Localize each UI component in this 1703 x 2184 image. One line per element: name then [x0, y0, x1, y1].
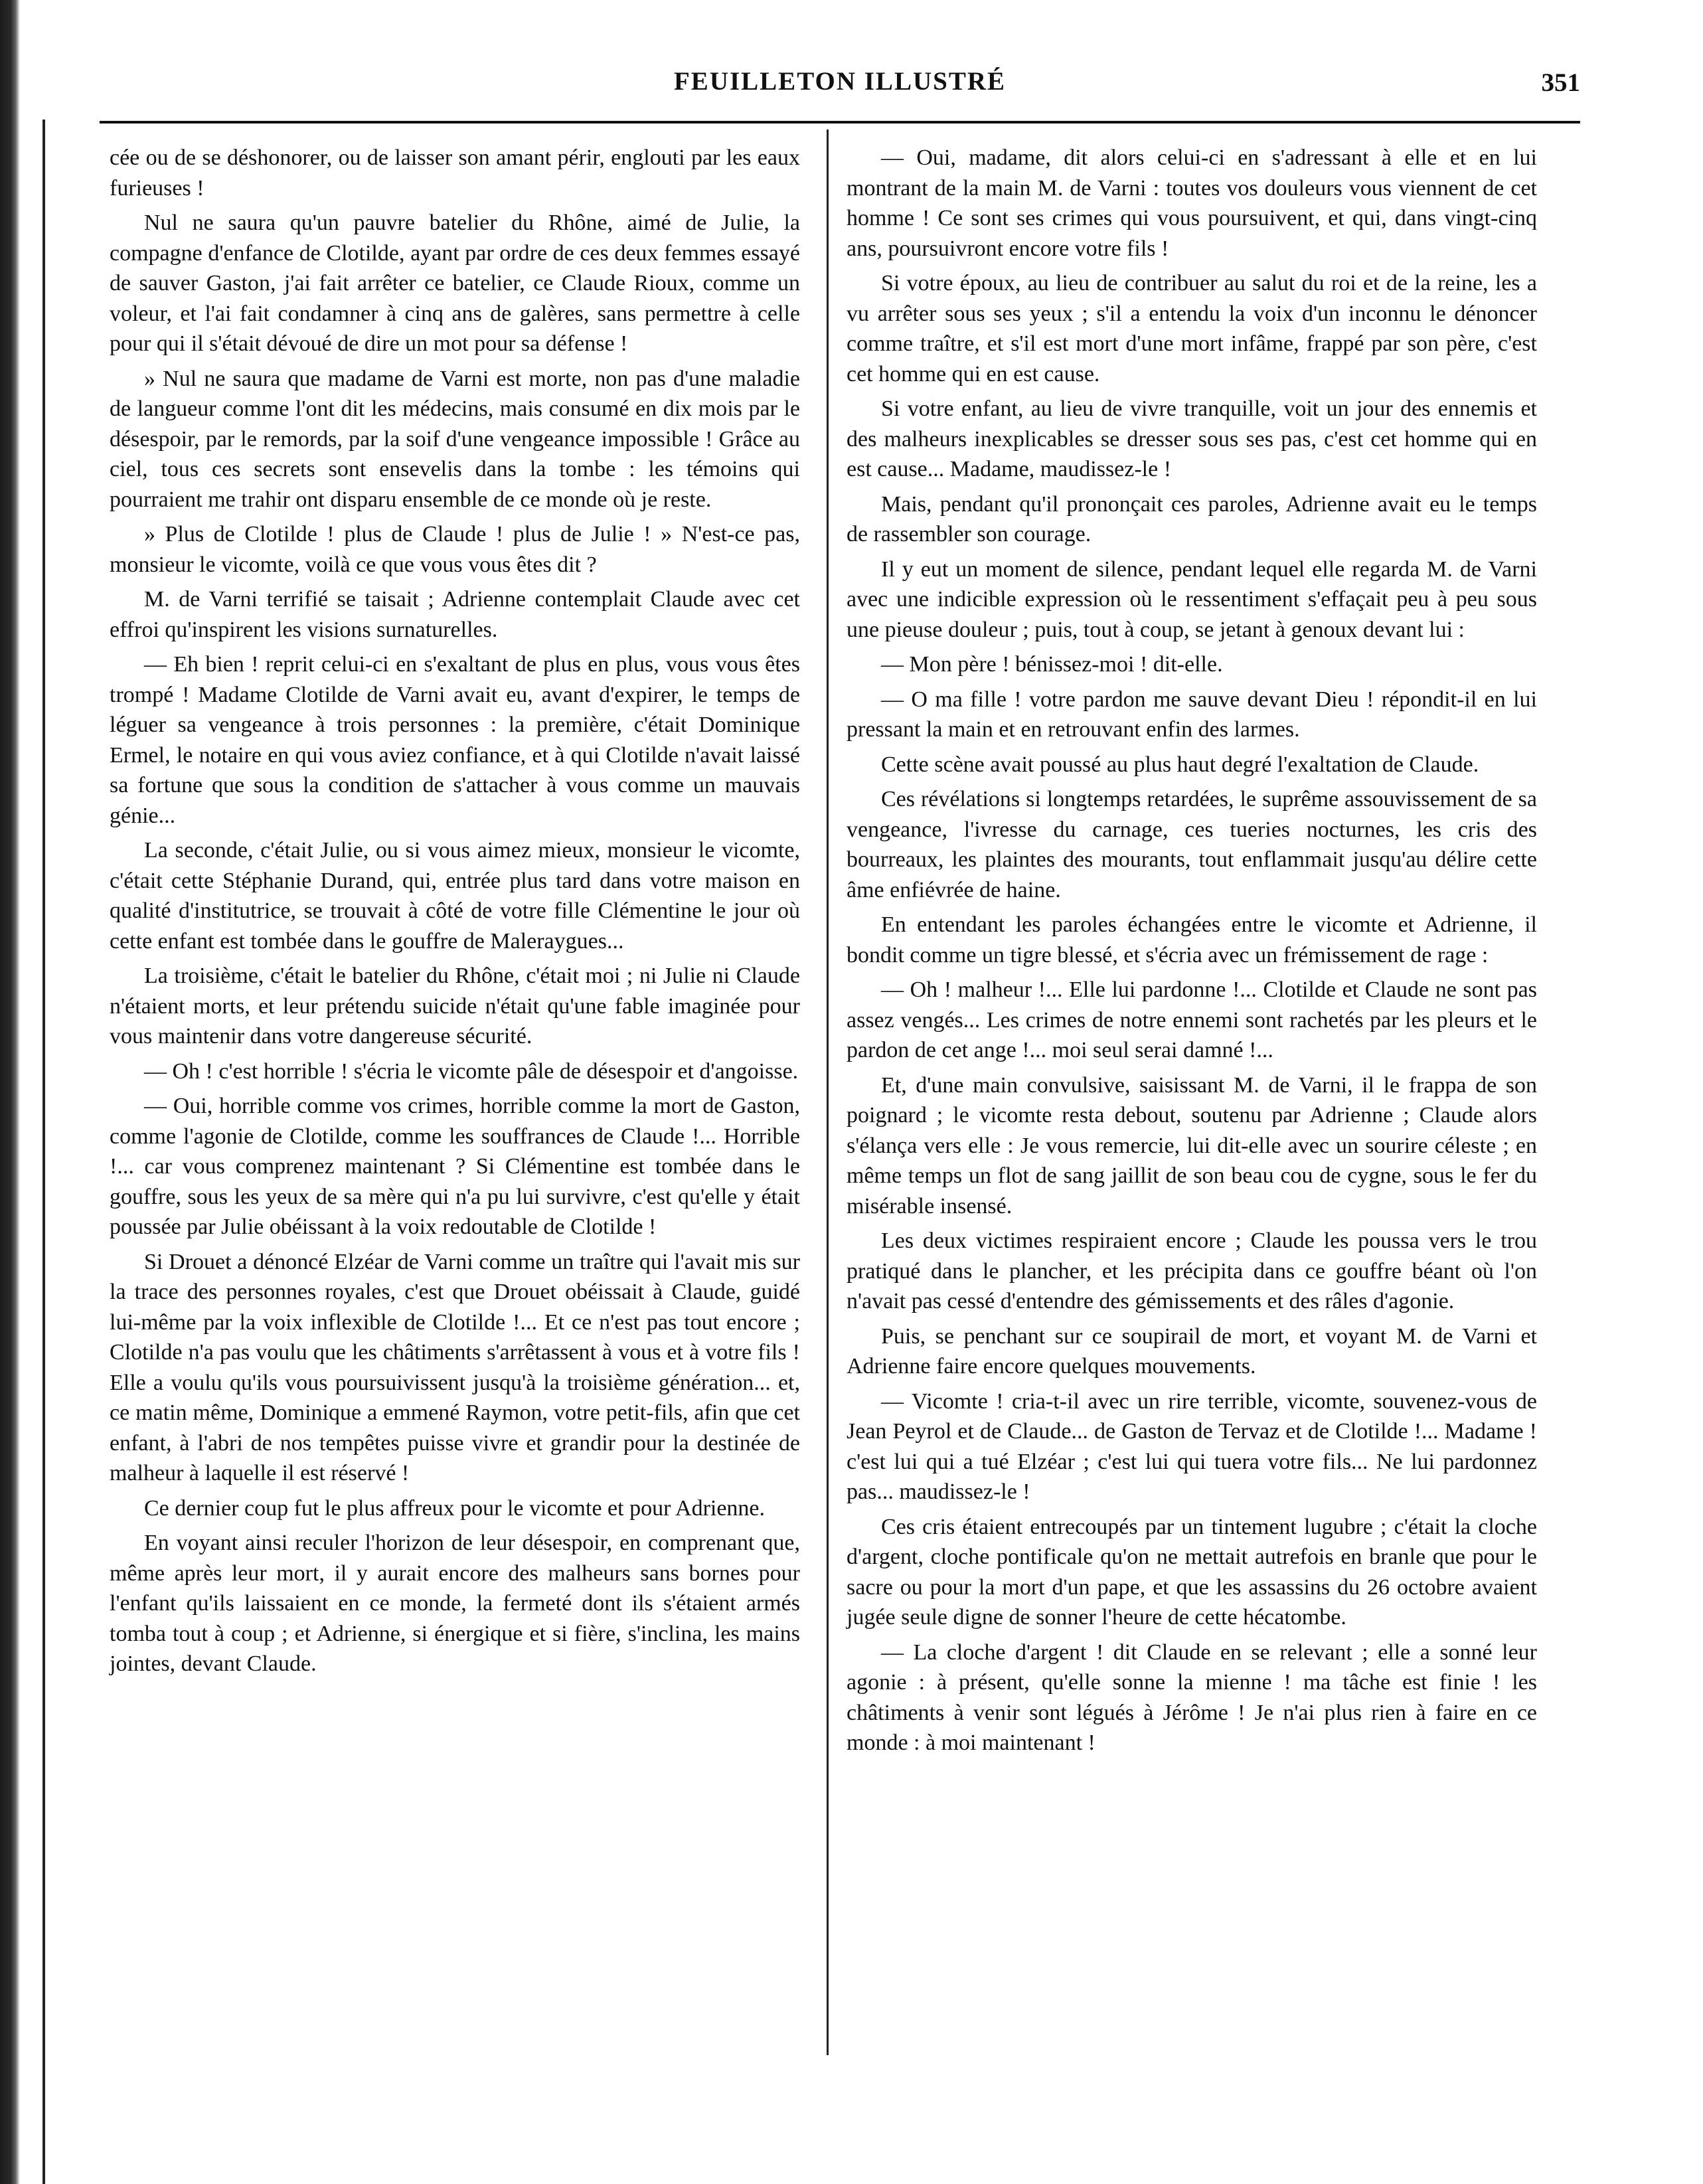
paragraph: Si votre enfant, au lieu de vivre tranquille, voit un jour des ennemis et des malheurs inexplicables se dresser sous ses pas, c'est cet homme qui en est cause... Madame, maudissez-le ! [847, 396, 1537, 481]
paragraph: Puis, se penchant sur ce soupirail de mort, et voyant M. de Varni et Adrienne faire encore quelques mouvements. [847, 1323, 1537, 1379]
page-header [100, 66, 1580, 113]
paragraph: Et, d'une main convulsive, saisissant M. de Varni, il le frappa de son poignard ; le vicomte resta debout, soutenu par Adrienne ; Claude alors s'élança vers elle : Je vous remercie, lui dit-elle avec un sourire céleste ; en même temps un flot de sang jaillit de son beau cou de cygne, sous le fer du misérable insensé. [847, 1072, 1537, 1218]
running-title: FEUILLETON ILLUSTRÉ [673, 67, 1007, 96]
paragraph: — Oh ! c'est horrible ! s'écria le vicomte pâle de désespoir et d'angoisse. [144, 1058, 799, 1084]
left-column [110, 143, 800, 1684]
paragraph: En voyant ainsi reculer l'horizon de leur désespoir, en comprenant que, même après leur mort, il y aurait encore des malheurs sans bornes pour l'enfant qu'ils laissaient en ce monde, la fermeté dont ils s'étaient armés tomba tout à coup ; et Adrienne, si énergique et si fière, s'inclina, les mains jointes, devant Claude. [110, 1531, 800, 1676]
paragraph: Mais, pendant qu'il prononçait ces paroles, Adrienne avait eu le temps de rassembler son courage. [847, 491, 1537, 546]
paragraph: Il y eut un moment de silence, pendant lequel elle regarda M. de Varni avec une indicible expression où le ressentiment s'effaçait peu à peu sous une pieuse douleur ; puis, tout à coup, se jetant à genoux devant lui : [847, 556, 1537, 642]
column-divider [827, 129, 829, 2055]
paragraph: — La cloche d'argent ! dit Claude en se relevant ; elle a sonné leur agonie : à présent, qu'elle sonne la mienne ! ma tâche est finie ! les châtiments à venir sont légués à Jérôme ! Je n'ai plus rien à faire en ce monde : à moi maintenant ! [847, 1639, 1537, 1755]
paragraph: La troisième, c'était le batelier du Rhône, c'était moi ; ni Julie ni Claude n'étaient morts, et leur prétendu suicide n'était qu'une fable imaginée pour vous maintenir dans votre dangereuse sécurité. [110, 964, 800, 1049]
paragraph: Ce dernier coup fut le plus affreux pour le vicomte et pour Adrienne. [144, 1495, 766, 1521]
paragraph: — Oui, horrible comme vos crimes, horrible comme la mort de Gaston, comme l'agonie de Clotilde, comme les souffrances de Claude !... Horrible !... car vous comprenez maintenant ? Si Clémentine est tombée dans le gouffre, sous les yeux de sa mère qui n'a pu lui survivre, c'est qu'elle y était poussée par Julie obéissant à la voix redoutable de Clotilde ! [110, 1094, 800, 1239]
paragraph: cée ou de se déshonorer, ou de laisser son amant périr, englouti par les eaux furieuses ! [110, 145, 800, 201]
page-number: 351 [1541, 68, 1580, 97]
paragraph: Nul ne saura qu'un pauvre batelier du Rhône, aimé de Julie, la compagne d'enfance de Clotilde, ayant par ordre de ces deux femmes essayé de sauver Gaston, j'ai fait arrêter ce batelier, ce Claude Rioux, comme un voleur, et l'ai fait condamner à cinq ans de galères, sans permettre à celle pour qui il s'était dévoué de dire un mot pour sa défense ! [110, 210, 800, 356]
paragraph: Ces cris étaient entrecoupés par un tintement lugubre ; c'était la cloche d'argent, cloche pontificale qu'on ne mettait autrefois en branle que pour le sacre ou pour la mort d'un pape, et que les assassins du 26 octobre avaient jugée seule digne de sonner l'heure de cette hécatombe. [847, 1514, 1537, 1630]
paragraph: — Oui, madame, dit alors celui-ci en s'adressant à elle et en lui montrant de la main M. de Varni : toutes vos douleurs vous viennent de cet homme ! Ce sont ses crimes qui vous poursuivent, et qui, dans vingt-cinq ans, poursuivront encore votre fils ! [847, 145, 1537, 261]
paragraph: — Oh ! malheur !... Elle lui pardonne !... Clotilde et Claude ne sont pas assez vengés... Les crimes de notre ennemi sont rachetés par les pleurs et le pardon de cet ange !... moi seul serai damné !... [847, 977, 1537, 1062]
paragraph: » Plus de Clotilde ! plus de Claude ! plus de Julie ! » N'est-ce pas, monsieur le vicomte, voilà ce que vous vous êtes dit ? [110, 522, 800, 577]
paragraph: — Eh bien ! reprit celui-ci en s'exaltant de plus en plus, vous vous êtes trompé ! Madame Clotilde de Varni avait eu, avant d'expirer, le temps de léguer sa vengeance à trois personnes : la première, c'était Dominique Ermel, le notaire en qui vous aviez confiance, et à qui Clotilde n'avait laissé sa fortune que sous la condition de s'attacher à vous comme un mauvais génie... [110, 652, 800, 828]
paragraph: — Mon père ! bénissez-moi ! dit-elle. [881, 652, 1223, 677]
paragraph: Les deux victimes respiraient encore ; Claude les poussa vers le trou pratiqué dans le plancher, et les précipita dans ce gouffre béant où l'on n'avait pas cessé d'entendre des gémissements et des râles d'agonie. [847, 1228, 1537, 1313]
right-column [847, 143, 1537, 1763]
paragraph: M. de Varni terrifié se taisait ; Adrienne contemplait Claude avec cet effroi qu'inspirent les visions surnaturelles. [110, 587, 800, 642]
page-binding-edge [0, 0, 20, 2184]
header-rule [100, 121, 1580, 124]
paragraph: — Vicomte ! cria-t-il avec un rire terrible, vicomte, souvenez-vous de Jean Peyrol et de Claude... de Gaston de Tervaz et de Clotilde !... Madame ! c'est lui qui a tué Elzéar ; c'est lui qui tuera votre fils... Ne lui pardonnez pas... maudissez-le ! [847, 1388, 1537, 1504]
paragraph: Ces révélations si longtemps retardées, le suprême assouvissement de sa vengeance, l'ivresse du carnage, ces tueries nocturnes, les cris des bourreaux, les plaintes des mourants, tout enflammait jusqu'au délire cette âme enfiévrée de haine. [847, 787, 1537, 902]
paragraph: — O ma fille ! votre pardon me sauve devant Dieu ! répondit-il en lui pressant la main et en retrouvant enfin des larmes. [847, 687, 1537, 742]
left-margin-rule [42, 120, 45, 2184]
paragraph: Si Drouet a dénoncé Elzéar de Varni comme un traître qui l'avait mis sur la trace des personnes royales, c'est que Drouet obéissait à Claude, guidé lui-même par la voix inflexible de Clotilde !... Et ce n'est pas tout encore ; Clotilde n'a pas voulu que les châtiments s'arrêtassent à vous et à votre fils ! Elle a voulu qu'ils vous poursuivissent jusqu'à la troisième génération... et, ce matin même, Dominique a emmené Raymon, votre petit-fils, afin que cet enfant, à l'abri de nos tempêtes puisse vivre et grandir pour la destinée de malheur à laquelle il est réservé ! [110, 1249, 800, 1485]
paragraph: » Nul ne saura que madame de Varni est morte, non pas d'une maladie de langueur comme l'ont dit les médecins, mais consumé en dix mois par le désespoir, par le remords, par la soif d'une vengeance impossible ! Grâce au ciel, tous ces secrets sont ensevelis dans la tombe : les témoins qui pourraient me trahir ont disparu ensemble de ce monde où je reste. [110, 366, 800, 512]
paragraph: La seconde, c'était Julie, ou si vous aimez mieux, monsieur le vicomte, c'était cette Stéphanie Durand, qui, entrée plus tard dans votre maison en qualité d'institutrice, se trouvait à côté de votre fille Clémentine le jour où cette enfant est tombée dans le gouffre de Maleraygues... [110, 838, 800, 954]
paragraph: Si votre époux, au lieu de contribuer au salut du roi et de la reine, les a vu arrêter sous ses yeux ; s'il a entendu la voix d'un inconnu le dénoncer comme traître, et s'il est mort d'une mort infâme, frappé par son père, c'est cet homme qui en est cause. [847, 271, 1537, 386]
paragraph: En entendant les paroles échangées entre le vicomte et Adrienne, il bondit comme un tigre blessé, et s'écria avec un frémissement de rage : [847, 912, 1537, 967]
paragraph: Cette scène avait poussé au plus haut degré l'exaltation de Claude. [881, 752, 1479, 777]
